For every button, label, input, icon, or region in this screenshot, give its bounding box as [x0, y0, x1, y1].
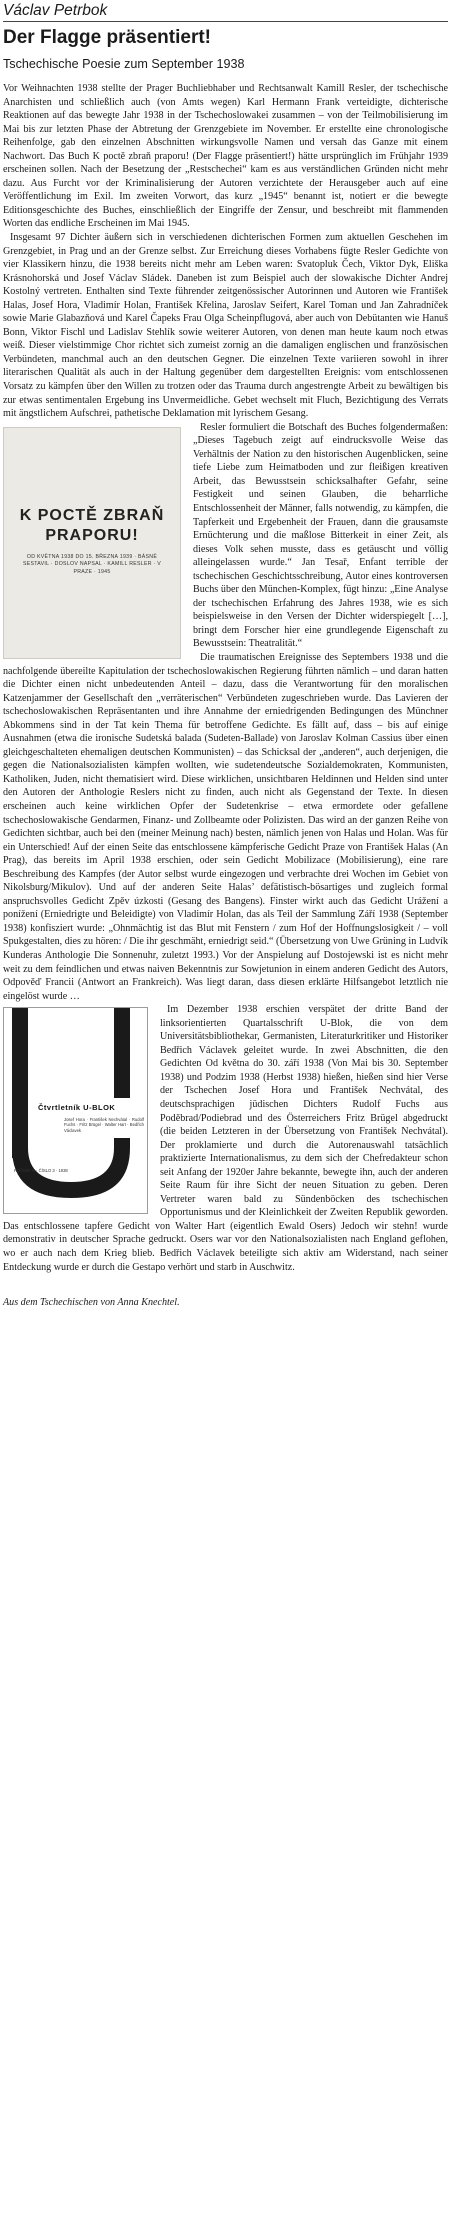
u-blok-title: Čtvrtletník U-BLOK	[38, 1103, 116, 1113]
paragraph-2: Insgesamt 97 Dichter äußern sich in verschiedenen dichterischen Formen zum aktuellen Geschehen im Grenzgebiet, in Prag und an der Grenze selbst. Zur Erreichung dieses Vorhabens fügte Resler Gedichte von vier Klassikern hinzu, die 1938 bereits nicht mehr am Leben waren: Svatopluk Čech, Viktor Dyk, Eliška Krásnohorská und Josef Václav Sládek. Daneben ist zum Beispiel auch der slowakische Dichter Andrej Kostolný vertreten. Enthalten sind Texte führender zeitgenössischer Autorinnen und Autoren wie František Halas, Josef Hora, Vladimír Holan, František Křelina, Jaroslav Seifert, Karel Toman und Jan Zahradníček sowie Marie Glabazňová und Karel Čapeks Frau Olga Scheinpflugová, aber auch von Debütanten wie Hanuš Bonn, Viktor Fischl und Ladislav Stehlík sowie weiterer Autoren, von denen man heute kaum noch etwas weiß. Dieser vielstimmige Chor richtet sich zumeist zornig an die damaligen englischen und französischen Verbündeten, manchmal auch an den deutschen Gegner. Die einzelnen Texte variieren sowohl in ihrer literarischen Qualität als auch in der Haltung gegenüber dem dargestellten Ereignis: vom entschlossenen Vorsatz zu kämpfen über den Willen zu trotzen oder das Trauma durch angestrengte Arbeit zu bewältigen bis zur etwas sentimentalen Ergebung ins Unvermeidliche. Gebet wechselt mit Fluch, Bezichtigung des Verrats mit ängstlichem Aufschrei, pathetische Deklamation mit lyrischem Gesang.	[3, 232, 448, 420]
book-cover-title	[4, 506, 180, 546]
paragraph-5: Im Dezember 1938 erschien verspätet der dritte Band der linksorientierten Quartalsschrift U-Blok, die von dem Universitätsbibliothekar, Germanisten, Literaturkritiker und Historiker Bedřich Václavek geleitet wurde. In zwei Abschnitten, die den Gedichten Od května do 30. září 1938 (Von Mai bis 30. September 1938) und Podzim 1938 (Herbst 1938) hießen, hießen sind hier Verse der Tschechen Josef Hora und František Nechvátal, des deutschsprachigen jüdischen Dichters Rudolf Fuchs aus Poděbrad/Podiebrad und des Österreichers Fritz Brügel abgedruckt (die beiden Letzteren in der Übersetzung von František Nechvátal). Der proklamierte und durch die Autorenauswahl tatsächlich praktizierte Internationalismus, zu dem sich der Chefredakteur schon seit Anfang der 1920er Jahre bekannte, bewegte ihn, auch der anderen Seite Raum für ihre Sicht der neuen Situation zu geben. Deren Vertreter waren bald zu Sündenböcken des tschechischen Opportunismus und der Kleinlichkeit der Zweiten Republik geworden. Das entschlossene tapfere Gedicht von Walter Hart (eigentlich Ewald Osers) Jedoch wir stehn! wurde demonstrativ in deutscher Sprache gedruckt. Osers war vor den Nationalsozialisten nach England geflohen, wo er auch nach dem Krieg blieb. Bedřich Václavek beteiligte sich aktiv am Widerstand, nach seiner Entdeckung wurde er durch die Gestapo verhört und starb in Auschwitz.	[3, 1004, 448, 1273]
paragraph-1: Vor Weihnachten 1938 stellte der Prager Buchliebhaber und Rechtsanwalt Kamill Resler, der tschechische Anarchisten und schließlich auch (von Amts wegen) Karl Hermann Frank verteidigte, dichterische Reaktionen auf das bewegte Jahr 1938 in der Tschechoslowakei zusammen – von der Teilmobilisierung im Mai bis zur letzten Phase der Abtretung der Grenzgebiete im November. Er erstellte eine chronologische Reihenfolge, gab den einzelnen Abschnitten wirkungsvolle Namen und versah das Ganze mit einem Nachwort. Das Buch K poctě zbraň praporu! (Der Flagge präsentiert!) hätte ursprünglich im Frühjahr 1939 erscheinen sollen. Nach der Besetzung der „Restschechei“ kam es aus verständlichen Gründen nicht mehr dazu. Aus Furcht vor der Kriminalisierung der Autoren verzichtete der Herausgeber auch auf eine Veröffentlichung im Exil. Im zweiten Vorwort, das kurz „1945“ benannt ist, notiert er die bewegte Editionsgeschichte des Buches, einschließlich der Eingriffe der Zensur, und beschreibt mit flammenden Worten das endliche Erscheinen im Mai 1945.	[3, 83, 448, 230]
paragraph-3: Resler formuliert die Botschaft des Buches folgendermaßen: „Dieses Tagebuch zeigt auf eindrucksvolle Weise das Verhältnis der Nation zu den historischen Augenblicken, seine tiefe Liebe zum Heimatboden und zur fleißigen kreativen Arbeit, das Bewusstsein schicksalhafter Gefahr, seine Festigkeit und seinen Glauben, die beharrliche Entschlossenheit der Männer, falls notwendig, zu kämpfen, die Tapferkeit und Ergebenheit der Frauen, dann die grausamste Ernüchterung und die maßlose Bitterkeit in einer Zeit, als dieses Volk sehen musste, dass es getäuscht und völlig alleingelassen wurde.“ Jan Tesař, Enfant terrible der tschechischen Geschichtsschreibung, Autor eines kontroversen Buchs über den München-Komplex, fügt hinzu: „Eine Analyse der tschechischen Erfahrung des Jahres 1938, wie es sich beispielsweise in den Versen der Dichter widerspiegelt […], bringt dem Forscher hier eine grundlegende Eigenschaft zu Bewusstsein: Theatralität.“	[193, 421, 448, 650]
article-subtitle: Tschechische Poesie zum September 1938	[3, 57, 245, 71]
book-cover-small-text: OD KVĚTNA 1938 DO 15. BŘEZNA 1939 · BÁSNĚ SESTAVIL · DOSLOV NAPSAL · KAMILL RESLER · V PRAZE · 1945	[22, 553, 162, 575]
article-body	[3, 82, 448, 1274]
u-blok-cover-image	[3, 1007, 148, 1214]
book-cover-image	[3, 427, 181, 659]
u-blok-footer: ROČNÍK III · ČÍSLO 3 · 1938	[14, 1168, 68, 1174]
article-title: Der Flagge präsentiert!	[3, 27, 211, 48]
title-divider	[3, 21, 448, 22]
translator-credit: Aus dem Tschechischen von Anna Knechtel.	[3, 1297, 180, 1309]
book-cover-title-line-2: PRAPORU!	[45, 526, 139, 544]
article-author: Václav Petrbok	[3, 2, 108, 19]
u-blok-contents: Josef Hora · František Nechvátal · Rudolf Fuchs · Fritz Brügel · Walter Hart · Bedřich Václavek	[64, 1117, 144, 1133]
book-cover-title-line-1: K POCTĚ ZBRAŇ	[19, 506, 165, 524]
paragraph-4: Die traumatischen Ereignisse des Septembers 1938 und die nachfolgende übereilte Kapitulation der tschechoslowakischen Regierung führten nämlich – und daran hatten die Dichter einen nicht unbedeutenden Anteil – dazu, dass die Verantwortung für den moralischen Katzenjammer der Gesellschaft den „verräterischen“ Verbündeten zugeschrieben wurde. Das Lavieren der tschechoslowakischen Repräsentanten und ihre Annahme der erniedrigenden Bedingungen des Münchner Abkommens sind in der Tat kein Thema für betroffene Gedichte. Es fällt auf, dass – bis auf einige Ausnahmen (etwa die ironische Sudetská balada (Sudeten-Ballade) von Jaroslav Kolman Cassius über einen gleichgeschalteten ehemaligen deutschen Kommunisten) – das Schicksal der „anderen“, auch derjenigen, die gegen die Nationalsozialisten kämpfen wollten, wie sudetendeutsche Sozialdemokraten, Kommunisten, Katholiken, Juden, nicht thematisiert wird. Diese wirklichen, unsichtbaren Heldinnen und Helden sind unter den Autoren der Anthologie Reslers nicht zu finden, auch nicht als Gegenstand der Texte. In diesen erscheinen auch keine wirklichen Opfer der Sudetenkrise – etwa ermordete oder gefallene tschechoslowakische Gendarmen, Finanz- und Zollbeamte oder Polizisten. Das wird an der ganzen Reihe von Gedichten sichtbar, auch bei den (meiner Meinung nach) besten, nämlich jenen von Halas und Holan. Was für ein Unterschied! Auf der einen Seite das entschlossene kämpferische Gedicht Praze von František Halas (An Prag), das bereits im April 1938 erschien, oder sein Gedicht Mobilizace (Mobilisierung), eine rare Beschreibung des Kampfes (der Autor selbst wurde eingezogen und verbrachte drei Wochen im Gebiet von Nikolsburg/Mikulov). Und auf der anderen Seite Halas’ defätistisch-bösartiges und zugleich formal anspruchsvolles Gedicht Zpěv úzkosti (Gesang des Bangens). Finster wirkt auch das Gedicht Urážení a ponížení (Erniedrigte und Beleidigte) von Vladimír Holan, das als Teil der Sammlung Září 1938 (September 1938) konfisziert wurde: „Ohnmächtig ist das Blut mit Fenstern / zum Hof der Hoffnungslosigkeit / – voll Spukgestalten, dies zu hören: / Die ihr geschmäht, erniedrigt seid.“ (Übersetzung von Uwe Grüning in Ludvík Kunderas Anthologie Die Sonnenuhr, zuletzt 1993.) Vor der Anspielung auf Dostojewski ist es nicht mehr weit zu dem feindlichen und etwas naiven Bekenntnis zur Sowjetunion in einem anderen Gedicht des Autors, Odpověď Francii (Antwort an Frankreich). Was liegt daran, dass diesen erklärte Hilfsangebot letztlich nie eingelöst wurde …	[3, 651, 448, 1002]
